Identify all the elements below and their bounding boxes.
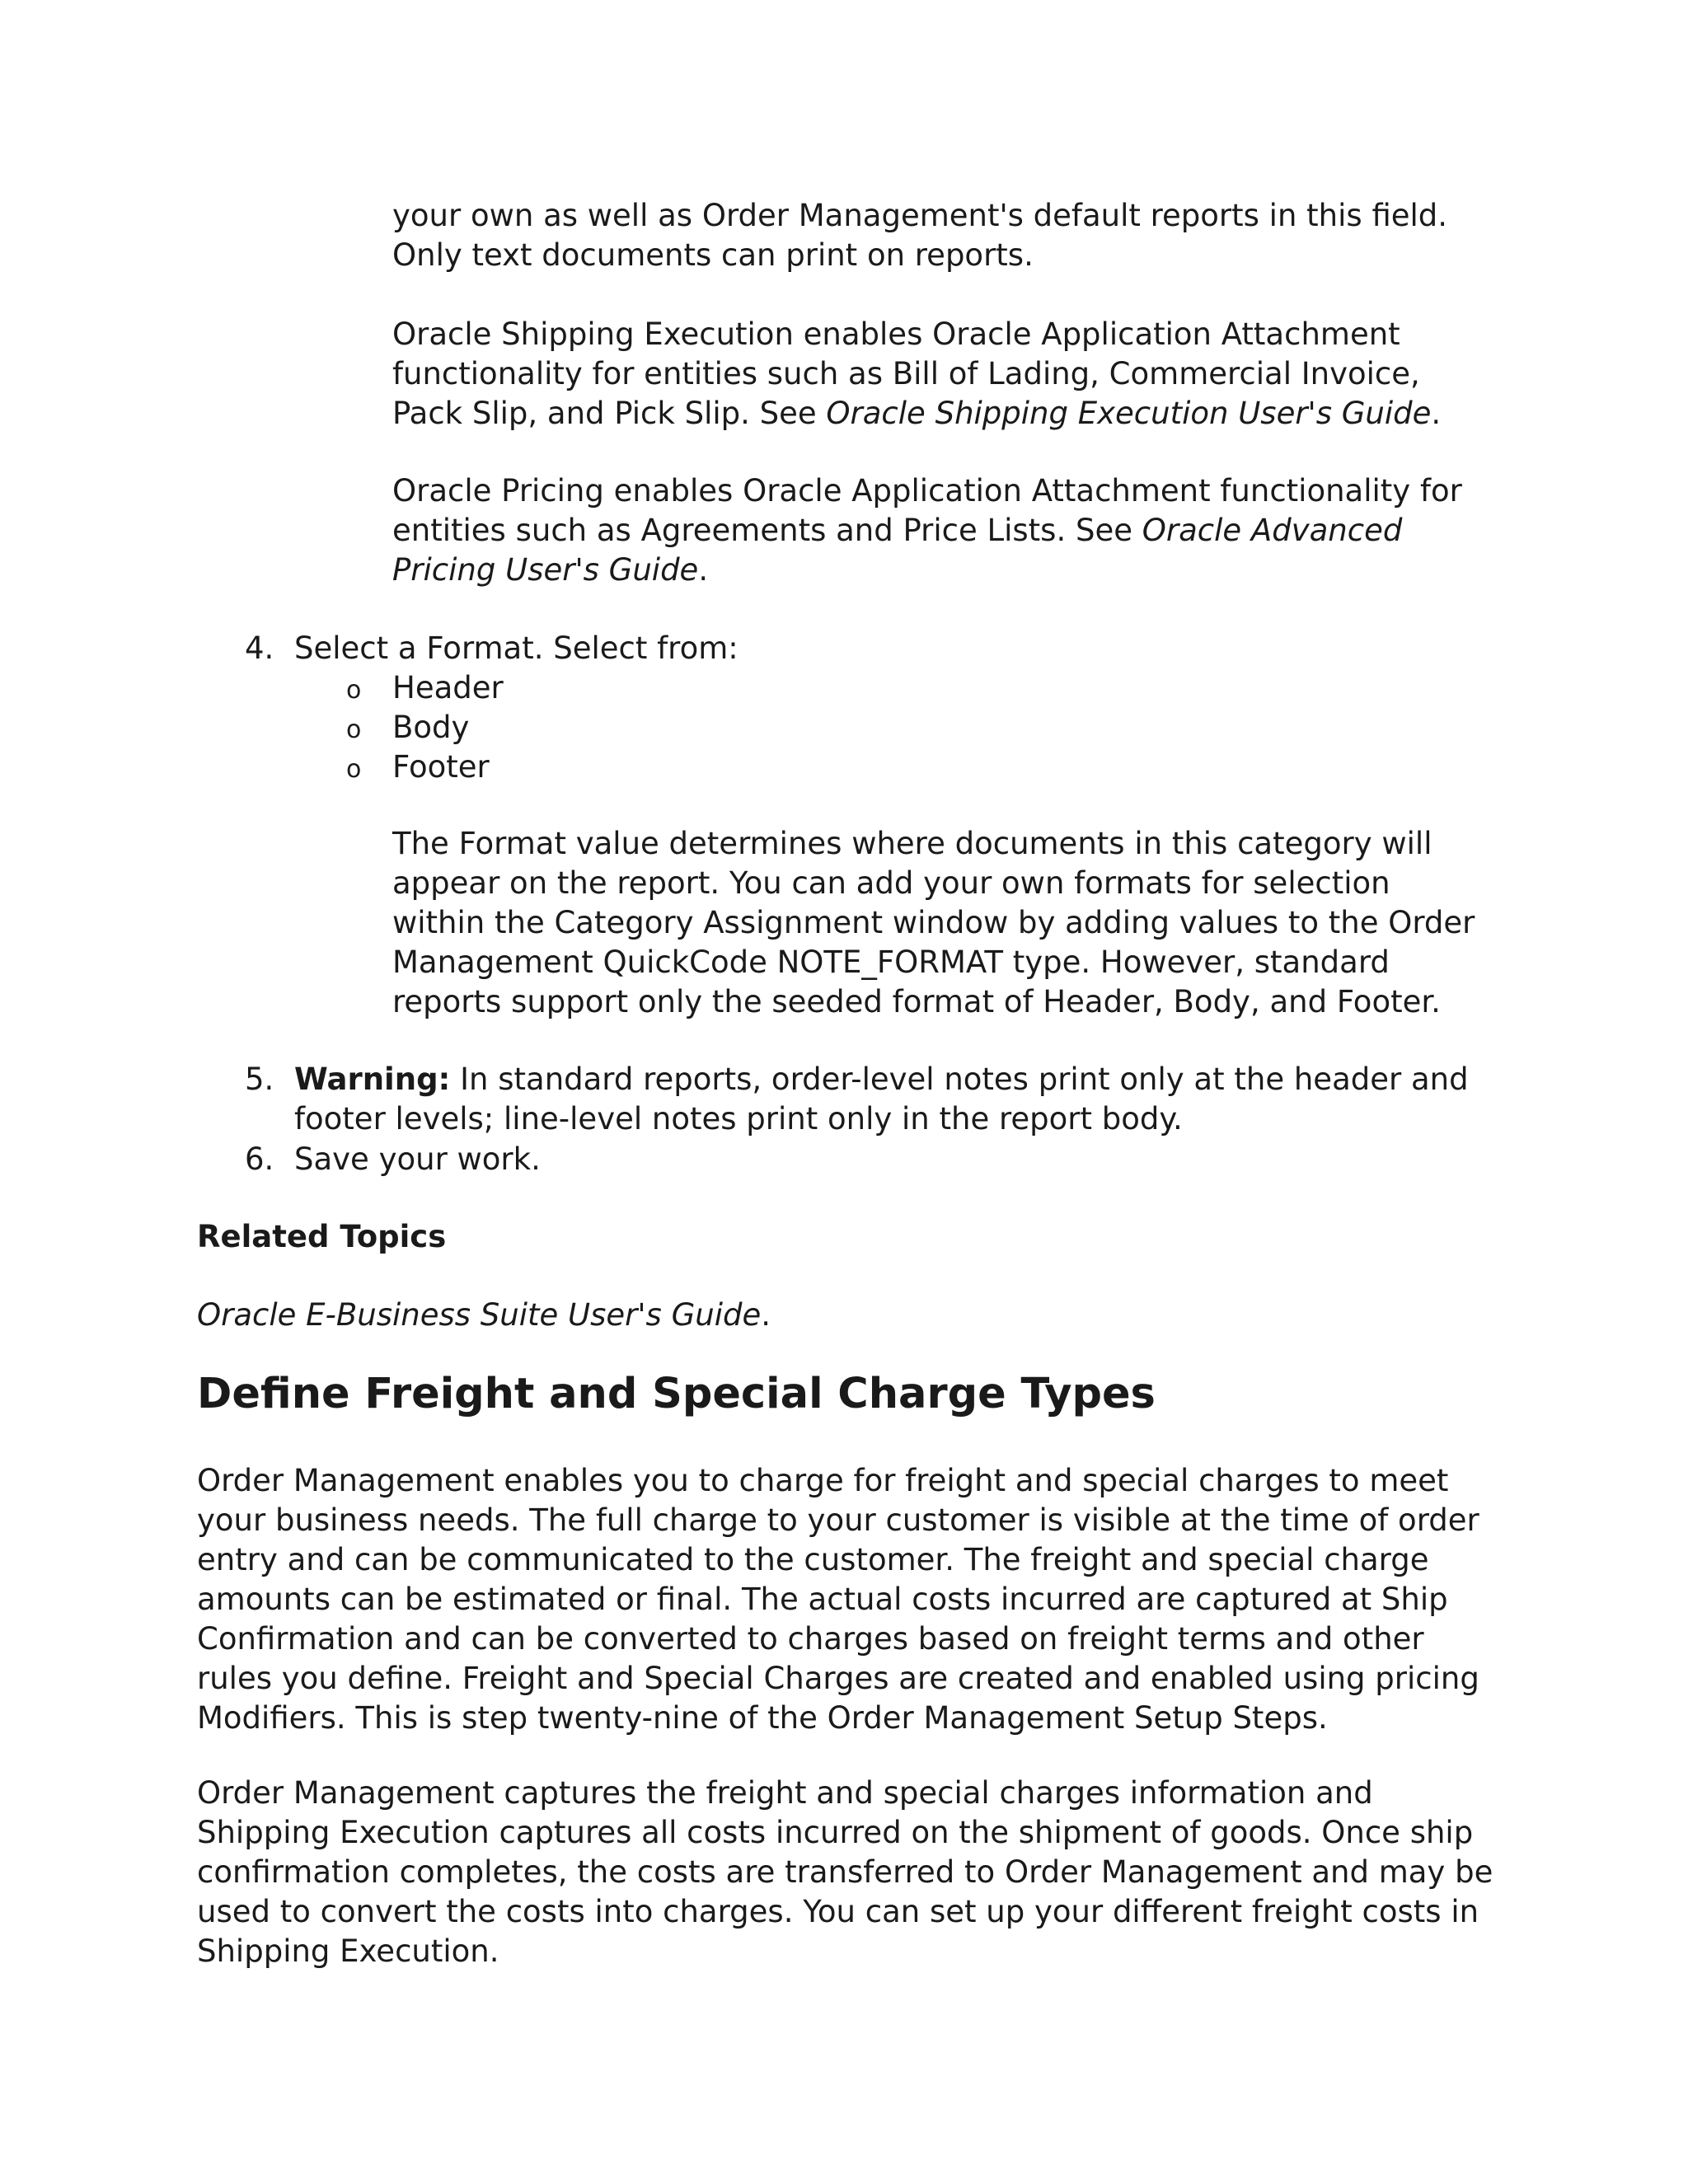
step-4-number: 4. xyxy=(245,630,274,666)
format-option-body: Body xyxy=(392,710,470,745)
step-4-text: Select a Format. Select from: xyxy=(294,630,738,666)
related-end: . xyxy=(761,1297,771,1333)
warning-text: In standard reports, order-level notes print only at the header and footer levels; line-level notes print only in the report body. xyxy=(294,1062,1469,1137)
pricing-end: . xyxy=(698,552,709,588)
format-option-footer: Footer xyxy=(392,749,490,785)
intro-paragraph-reports: your own as well as Order Management's default reports in this field. Only text documents can print on reports. xyxy=(392,198,1448,273)
step-6-number: 6. xyxy=(245,1141,274,1177)
step-5-warning xyxy=(294,1060,1489,1139)
section-title: Define Freight and Special Charge Types xyxy=(197,1370,1156,1418)
step-6-text: Save your work. xyxy=(294,1141,541,1177)
shipping-end: . xyxy=(1431,396,1442,431)
related-topics-entry xyxy=(197,1296,1499,1335)
section-paragraph-2: Order Management captures the freight and special charges information and Shipping Execution captures all costs incurred on the shipment of goods. Once ship confirmation completes, the costs are transferred to Order Management and may be used to convert the costs into charges. You can set up your different freight costs in Shipping Execution. xyxy=(197,1775,1493,1969)
format-option-header: Header xyxy=(392,670,504,705)
bullet-icon: o xyxy=(346,755,362,784)
related-topics-heading: Related Topics xyxy=(197,1219,447,1254)
pricing-text: Oracle Pricing enables Oracle Application Attachment functionality for entities such as Agreements and Price Lists. See xyxy=(392,473,1462,548)
shipping-guide-link[interactable]: Oracle Shipping Execution User's Guide xyxy=(826,396,1432,431)
shipping-text: Oracle Shipping Execution enables Oracle Application Attachment functionality for entities such as Bill of Lading, Commercial Invoice, Pack Slip, and Pick Slip. See xyxy=(392,316,1420,431)
step-5-number: 5. xyxy=(245,1062,274,1097)
warning-label: Warning: xyxy=(294,1062,451,1097)
ebs-guide-link[interactable]: Oracle E-Business Suite User's Guide xyxy=(197,1297,762,1333)
intro-paragraph-shipping xyxy=(392,315,1489,434)
section-paragraph-1: Order Management enables you to charge for freight and special charges to meet your business needs. The full charge to your customer is visible at the time of order entry and can be communicated to the customer. The freight and special charge amounts can be estimated or final. The actual costs incurred are captured at Ship Confirmation and can be converted to charges based on freight terms and other rules you define. Freight and Special Charges are created and enabled using pricing Modifiers. This is step twenty-nine of the Order Management Setup Steps. xyxy=(197,1463,1479,1736)
intro-paragraph-pricing xyxy=(392,471,1489,590)
format-note: The Format value determines where documents in this category will appear on the report. You can add your own formats for selection within the Category Assignment window by adding values to the Order Management QuickCode NOTE_FORMAT type. However, standard reports support only the seeded format of Header, Body, and Footer. xyxy=(392,826,1475,1019)
bullet-icon: o xyxy=(346,715,362,744)
bullet-icon: o xyxy=(346,676,362,705)
pricing-guide-link[interactable]: Oracle Advanced Pricing User's Guide xyxy=(392,513,1403,588)
